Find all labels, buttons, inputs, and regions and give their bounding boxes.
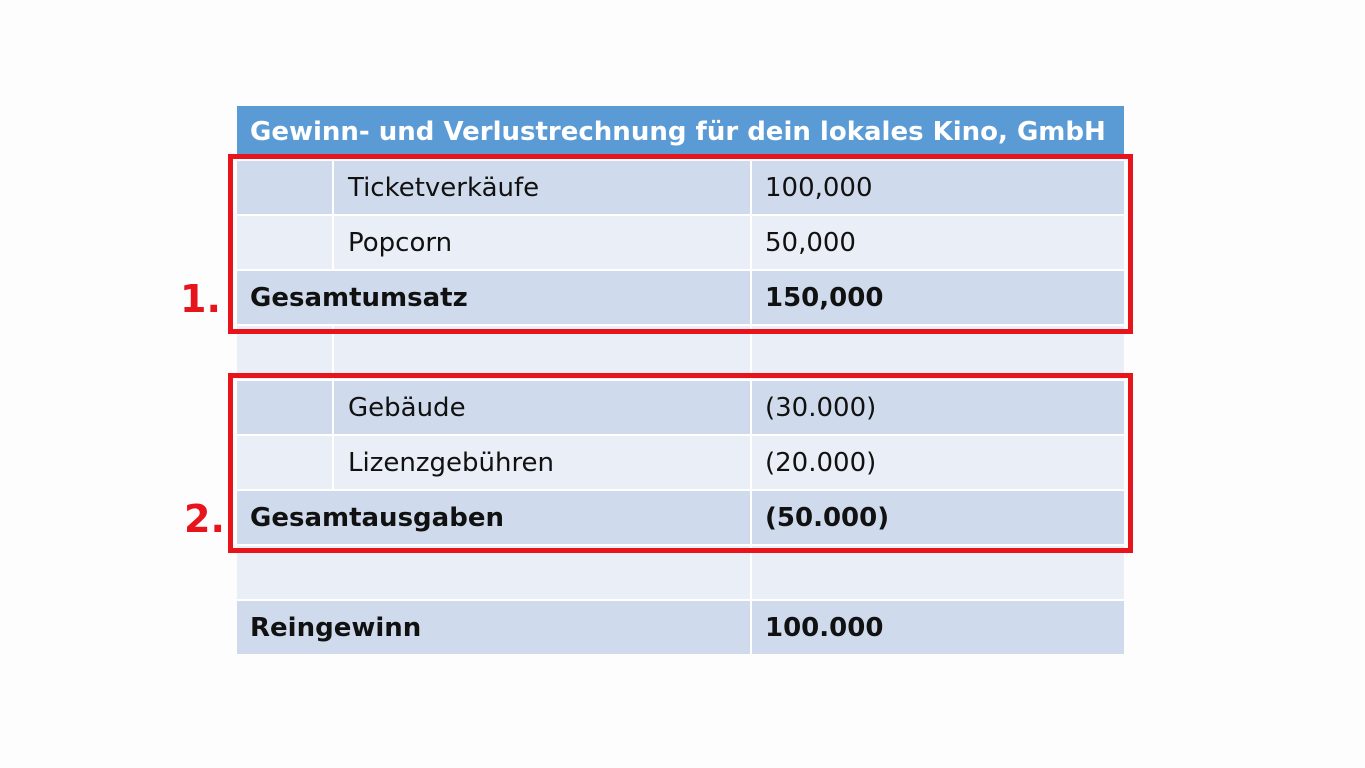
row-label: Popcorn xyxy=(332,216,750,269)
row-value: (30.000) xyxy=(750,381,1124,434)
row-label xyxy=(332,326,750,379)
row-label: Lizenzgebühren xyxy=(332,436,750,489)
marker-1: 1. xyxy=(180,277,221,321)
indent-cell xyxy=(237,436,332,489)
table-row-spacer xyxy=(237,324,1124,379)
row-label: Reingewinn xyxy=(237,601,750,654)
row-label: Gesamtausgaben xyxy=(237,491,750,544)
table-row-license-fees xyxy=(237,434,1124,489)
row-label: Gebäude xyxy=(332,381,750,434)
table-row-total-expenses xyxy=(237,489,1124,544)
table-title: Gewinn- und Verlustrechnung für dein lokales Kino, GmbH xyxy=(237,106,1124,159)
table-row-net-profit xyxy=(237,599,1124,654)
row-label xyxy=(237,546,750,599)
indent-cell xyxy=(237,216,332,269)
row-value: 150,000 xyxy=(750,271,1124,324)
table-row-ticket-sales xyxy=(237,159,1124,214)
income-statement-table xyxy=(237,106,1124,654)
table-row-total-revenue xyxy=(237,269,1124,324)
row-value: (20.000) xyxy=(750,436,1124,489)
row-value: 50,000 xyxy=(750,216,1124,269)
row-value xyxy=(750,326,1124,379)
row-value xyxy=(750,546,1124,599)
table-row-popcorn xyxy=(237,214,1124,269)
row-value: (50.000) xyxy=(750,491,1124,544)
row-value: 100.000 xyxy=(750,601,1124,654)
table-row-spacer xyxy=(237,544,1124,599)
indent-cell xyxy=(237,381,332,434)
row-value: 100,000 xyxy=(750,161,1124,214)
marker-2: 2. xyxy=(184,497,225,541)
row-label: Gesamtumsatz xyxy=(237,271,750,324)
indent-cell xyxy=(237,326,332,379)
table-row-building xyxy=(237,379,1124,434)
row-label: Ticketverkäufe xyxy=(332,161,750,214)
indent-cell xyxy=(237,161,332,214)
